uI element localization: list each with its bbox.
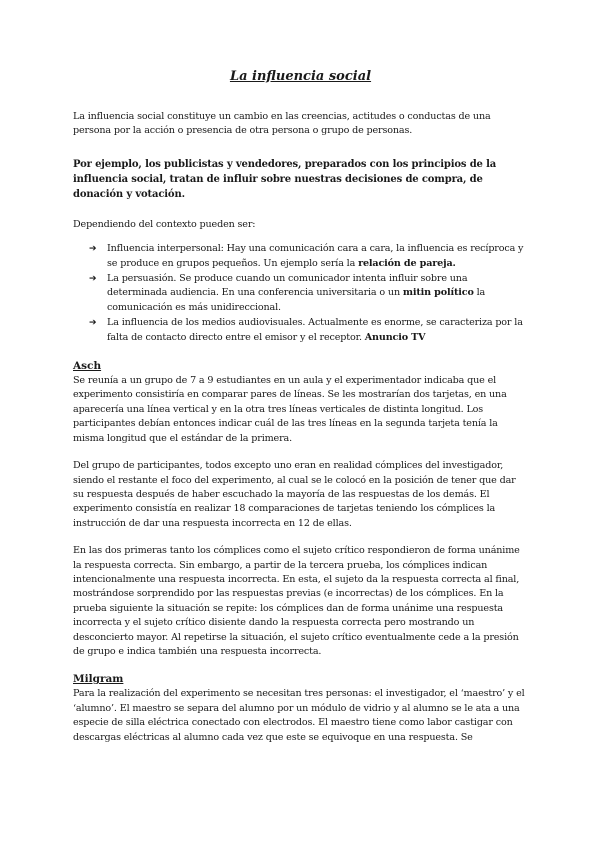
asch-paragraph-1: Se reunía a un grupo de 7 a 9 estudiantes en un aula y el experimentador indicaba que el experimento consistiría en comparar pares de líneas. Se les mostrarían dos tarjetas, en una aparecería una línea vertical y en la otra tres líneas verticales de distinta longitud. Los participantes debían entonces indicar cuál de las tres líneas en la segunda tarjeta tenía la misma longitud que el estándar de la primera. xyxy=(73,375,507,444)
list-item-text: La persuasión. Se produce cuando un comunicador intenta influir sobre una determinada audiencia. En una conferencia universitaria o un xyxy=(107,273,468,299)
intro-paragraph: La influencia social constituye un cambio en las creencias, actitudes o conductas de una persona por la acción o presencia de otra persona o grupo de personas. xyxy=(73,111,491,137)
asch-paragraph-2: Del grupo de participantes, todos excepto uno eran en realidad cómplices del investigador, siendo el restante el foco del experimento, al cual se le colocó en la posición de tener que dar su respuesta después de haber escuchado la mayoría de las respuestas de los demás. El experimento consistía en realizar 18 comparaciones de tarjetas teniendo los cómplices la instrucción de dar una respuesta incorrecta en 12 de ellas. xyxy=(73,460,516,529)
list-item-bold: mitin político xyxy=(402,287,474,299)
section-heading-asch: Asch xyxy=(73,360,102,373)
context-list xyxy=(73,242,528,345)
arrow-bullet-icon: ➔ xyxy=(89,274,97,285)
list-item-text: La influencia de los medios audiovisuales. Actualmente es enorme, se caracteriza por la falta de contacto directo entre el emisor y el receptor. xyxy=(107,317,523,343)
list-item-bold: relación de pareja. xyxy=(358,257,456,269)
document-body xyxy=(73,68,528,745)
list-item xyxy=(89,242,528,271)
list-item xyxy=(89,272,528,315)
page-title: La influencia social xyxy=(229,69,372,84)
list-item-bold: Anuncio TV xyxy=(364,331,426,343)
arrow-bullet-icon: ➔ xyxy=(89,244,97,255)
arrow-bullet-icon: ➔ xyxy=(89,318,97,329)
list-item-text: Influencia interpersonal: Hay una comunicación cara a cara, la influencia es recíproca y se produce en grupos pequeños. Un ejemplo sería la xyxy=(107,243,524,269)
list-item-after: la comunicación es más unidireccional. xyxy=(107,287,486,313)
example-paragraph: Por ejemplo, los publicistas y vendedores, preparados con los principios de la influencia social, tratan de influir sobre nuestras decisiones de compra, de donación y votación. xyxy=(73,158,497,200)
section-heading-milgram: Milgram xyxy=(73,673,124,686)
context-lead: Dependiendo del contexto pueden ser: xyxy=(73,218,256,230)
list-item xyxy=(89,316,528,345)
asch-paragraph-3: En las dos primeras tanto los cómplices como el sujeto crítico respondieron de forma unánime la respuesta correcta. Sin embargo, a partir de la tercera prueba, los cómplices indican intencionalmente una respuesta incorrecta. En esta, el sujeto da la respuesta correcta al final, mostrándose sorprendido por las respuestas previas (e incorrectas) de los cómplices. En la prueba siguiente la situación se repite: los cómplices dan de forma unánime una respuesta incorrecta y el sujeto crítico disiente dando la respuesta correcta pero mostrando un desconcierto mayor. Al repetirse la situación, el sujeto crítico eventualmente cede a la presión de grupo e indica también una respuesta incorrecta. xyxy=(73,545,520,657)
milgram-paragraph-1: Para la realización del experimento se necesitan tres personas: el investigador, el ‘maestro’ y el ‘alumno’. El maestro se separa del alumno por un módulo de vidrio y al alumno se le ata a una especie de silla eléctrica conectado con electrodos. El maestro tiene como labor castigar con descargas eléctricas al alumno cada vez que este se equivoque en una respuesta. Se xyxy=(73,688,525,743)
